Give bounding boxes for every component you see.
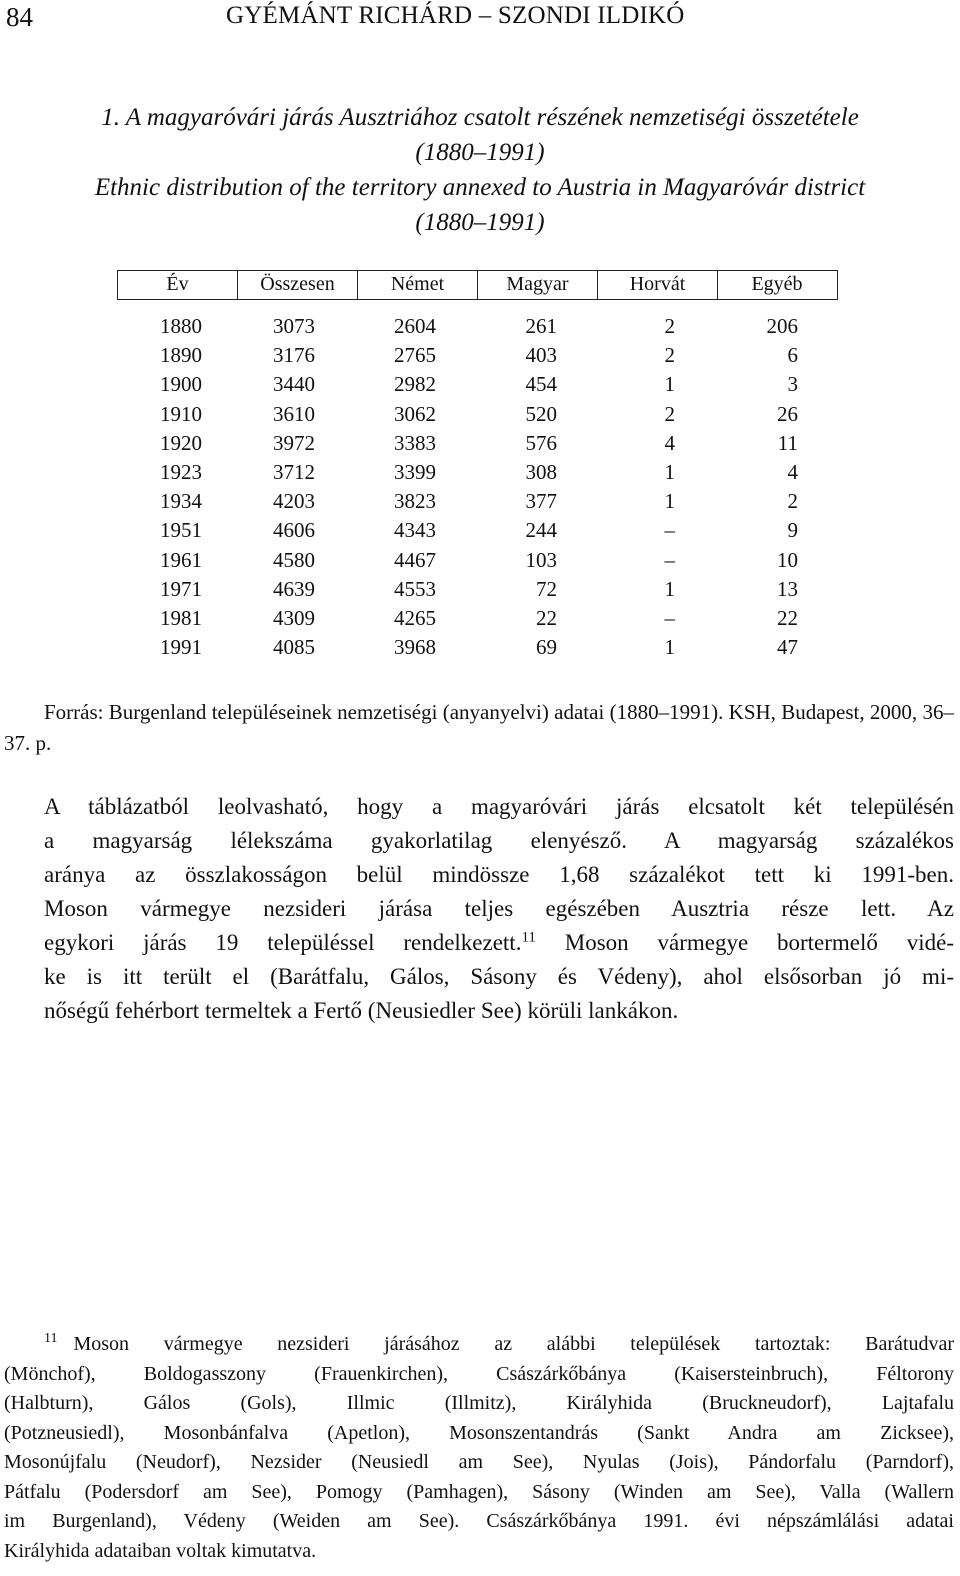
cell-other: 4 (787, 460, 798, 484)
cell-croatian: – (664, 547, 675, 572)
cell-german: 4343 (394, 518, 436, 543)
cell-total: 3073 (273, 314, 315, 338)
cell-other: 9 (787, 518, 798, 543)
cell-hungarian: 308 (525, 460, 557, 484)
footnote-line: im Burgenland), Védeny (Weiden am See). Császárkőbánya 1991. évi népszámlálási adatai (4, 1510, 954, 1532)
table-row (0, 312, 960, 341)
cell-hungarian: 454 (525, 372, 557, 397)
cell-german: 3383 (394, 430, 436, 455)
column-header-german: Német (358, 271, 478, 299)
cell-german: 4553 (394, 576, 436, 601)
cell-croatian: – (664, 518, 675, 543)
footnote-line: (Potzneusiedl), Mosonbánfalva (Apetlon), Mosonszentandrás (Sankt Andra am Zicksee), (4, 1421, 954, 1444)
cell-hungarian: 261 (525, 314, 557, 338)
body-line: a magyarság lélekszáma gyakorlatilag elenyésző. A magyarság százalékos (44, 828, 954, 853)
table-row (0, 575, 960, 604)
cell-croatian: 1 (664, 489, 675, 514)
cell-croatian: 1 (664, 635, 675, 660)
cell-german: 2604 (394, 314, 436, 338)
table-title-hu: 1. A magyaróvári járás Ausztriához csatolt részének nemzetiségi összetétele (101, 104, 859, 131)
body-line: ke is itt terült el (Barátfalu, Gálos, Sásony és Védeny), ahol elsősorban jó mi- (44, 964, 954, 989)
body-line: Moson vármegye nezsideri járása teljes egészében Ausztria része lett. Az (44, 896, 954, 921)
body-paragraph (4, 790, 954, 1028)
cell-hungarian: 576 (525, 430, 557, 455)
column-header-other: Egyéb (751, 273, 803, 295)
cell-year: 1910 (160, 401, 202, 426)
table-row (0, 633, 960, 662)
cell-croatian: 1 (664, 460, 675, 484)
footnote-reference[interactable]: 11 (521, 929, 536, 946)
footnote-line: Mosonújfalu (Neudorf), Nezsider (Neusiedl am See), Nyulas (Jois), Pándorfalu (Parndorf), (4, 1451, 954, 1473)
body-line: aránya az összlakosságon belül mindössze 1,68 százalékot tett ki 1991-ben. (44, 862, 954, 887)
column-header-year: Év (118, 271, 238, 299)
table-row (0, 458, 960, 487)
column-header-total: Összesen (238, 271, 358, 299)
footnote (4, 1330, 954, 1566)
footnote-line: (Mönchof), Boldogasszony (Frauenkirchen), Császárkőbánya (Kaisersteinbruch), Féltorony (4, 1362, 954, 1385)
cell-german: 2765 (394, 343, 436, 368)
footnote-marker: 11 (44, 1331, 58, 1347)
footnote-line: (Halbturn), Gálos (Gols), Illmic (Illmitz), Királyhida (Bruckneudorf), Lajtafalu (4, 1392, 954, 1414)
cell-german: 4467 (394, 547, 436, 572)
cell-other: 47 (777, 635, 798, 660)
cell-croatian: – (664, 606, 675, 630)
cell-other: 2 (787, 489, 798, 514)
column-header-hungarian: Magyar (478, 271, 598, 299)
footnote-text: Moson vármegye nezsideri járásához az alábbi települések tartoztak: Barátudvar (73, 1333, 954, 1355)
table-source-note: Forrás: Burgenland településeinek nemzetiségi (anyanyelvi) adatai (1880–1991). KSH, Budapest, 2000, 36–37. p. (4, 700, 954, 755)
cell-total: 3176 (273, 343, 315, 368)
cell-german: 4265 (394, 606, 436, 630)
cell-other: 11 (777, 430, 798, 455)
column-header-croatian: Horvát (598, 271, 718, 299)
body-line: nőségű fehérbort termeltek a Fertő (Neusiedler See) körüli lankákon. (44, 998, 679, 1023)
cell-year: 1971 (160, 576, 202, 601)
cell-year: 1920 (160, 430, 202, 455)
cell-year: 1981 (160, 606, 202, 630)
cell-hungarian: 244 (525, 518, 557, 543)
cell-year: 1900 (160, 372, 202, 397)
footnote-line (4, 1330, 954, 1360)
cell-german: 3823 (394, 489, 436, 514)
cell-hungarian: 72 (536, 576, 557, 601)
cell-other: 3 (787, 372, 798, 397)
cell-other: 6 (787, 343, 798, 368)
table-row (0, 516, 960, 545)
running-title: GYÉMÁNT RICHÁRD – SZONDI ILDIKÓ (226, 2, 685, 29)
cell-german: 3399 (394, 460, 436, 484)
cell-hungarian: 69 (536, 635, 557, 660)
table-row (0, 429, 960, 458)
cell-croatian: 1 (664, 372, 675, 397)
table-title-en-years: (1880–1991) (415, 209, 545, 236)
footnote-line: Királyhida adataiban voltak kimutatva. (4, 1539, 317, 1562)
cell-german: 2982 (394, 372, 436, 397)
cell-year: 1951 (160, 518, 202, 543)
cell-hungarian: 403 (525, 343, 557, 368)
table-row (0, 341, 960, 370)
cell-year: 1934 (160, 489, 202, 514)
page-number: 84 (6, 2, 33, 32)
cell-total: 3440 (273, 372, 315, 397)
cell-total: 4580 (273, 547, 315, 572)
cell-other: 22 (777, 606, 798, 630)
cell-croatian: 1 (664, 576, 675, 601)
cell-year: 1961 (160, 547, 202, 572)
table-row (0, 400, 960, 429)
body-text: egykori járás 19 településsel rendelkezett. (44, 930, 522, 955)
cell-hungarian: 22 (536, 606, 557, 630)
cell-total: 4203 (273, 489, 315, 514)
table-row (0, 604, 960, 633)
cell-year: 1923 (160, 460, 202, 484)
table-row (0, 546, 960, 575)
cell-croatian: 2 (664, 401, 675, 426)
cell-other: 26 (777, 401, 798, 426)
table-title-hu-years: (1880–1991) (415, 139, 545, 166)
body-text: Moson vármegye bortermelő vidé- (535, 930, 954, 955)
footnote-line: Pátfalu (Podersdorf am See), Pomogy (Pamhagen), Sásony (Winden am See), Valla (Wallern (4, 1480, 954, 1503)
cell-hungarian: 520 (525, 401, 557, 426)
body-line (4, 926, 954, 960)
cell-total: 3712 (273, 460, 315, 484)
cell-total: 4309 (273, 606, 315, 630)
cell-other: 10 (777, 547, 798, 572)
cell-year: 1991 (160, 635, 202, 660)
cell-year: 1890 (160, 343, 202, 368)
body-line: A táblázatból leolvasható, hogy a magyaróvári járás elcsatolt két településén (44, 794, 954, 819)
cell-total: 4639 (273, 576, 315, 601)
table-title-en: Ethnic distribution of the territory annexed to Austria in Magyaróvár district (94, 174, 866, 201)
cell-hungarian: 377 (525, 489, 557, 514)
cell-croatian: 4 (664, 430, 675, 455)
cell-total: 3610 (273, 401, 315, 426)
cell-german: 3062 (394, 401, 436, 426)
cell-total: 3972 (273, 430, 315, 455)
table-row (0, 370, 960, 399)
cell-croatian: 2 (664, 343, 675, 368)
cell-croatian: 2 (664, 314, 675, 338)
cell-hungarian: 103 (525, 547, 557, 572)
cell-other: 206 (766, 314, 798, 338)
cell-year: 1880 (160, 314, 202, 338)
cell-other: 13 (777, 576, 798, 601)
cell-german: 3968 (394, 635, 436, 660)
cell-total: 4085 (273, 635, 315, 660)
table-header (117, 270, 838, 300)
table-row (0, 487, 960, 516)
cell-total: 4606 (273, 518, 315, 543)
